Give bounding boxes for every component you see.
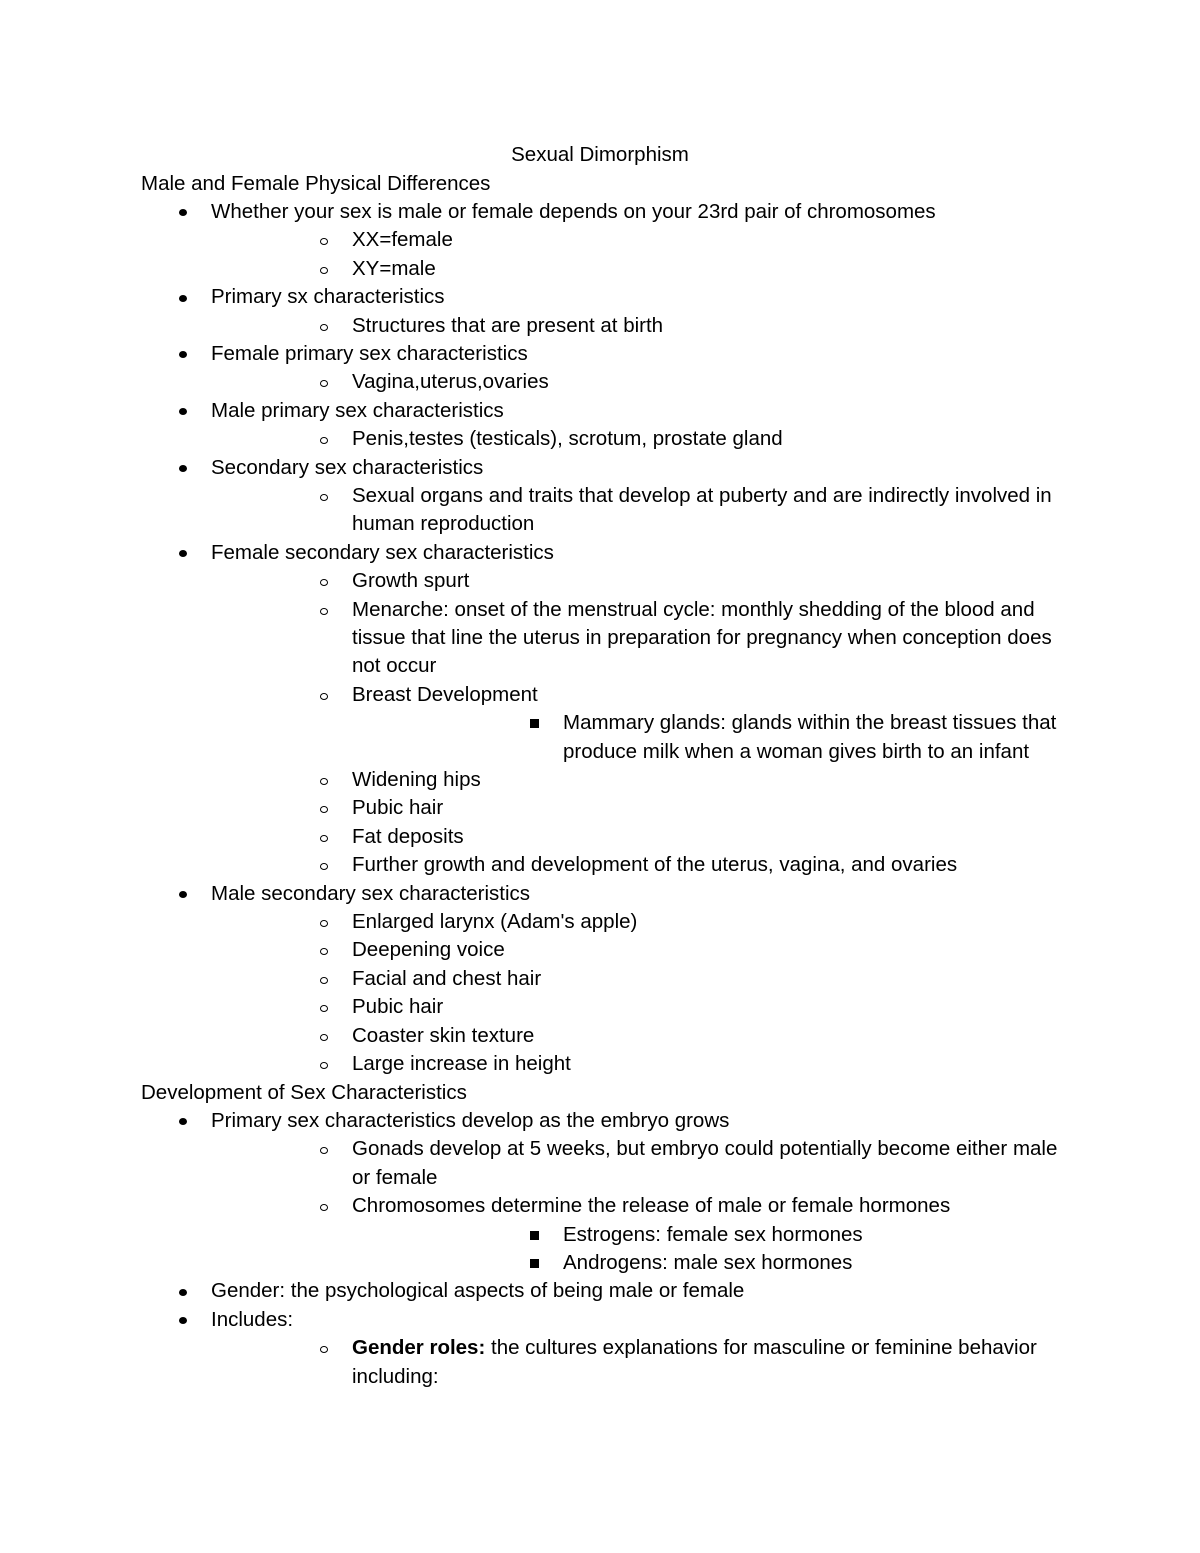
sub-sub-list-item: [352, 1221, 1061, 1249]
list-item-text: Male secondary sex characteristics: [211, 881, 531, 905]
sub-sub-list: [352, 709, 1061, 766]
circle-bullet-icon: [316, 681, 336, 709]
list-item: [141, 1277, 1061, 1305]
disc-bullet-icon: [175, 1107, 195, 1135]
sub-list-item-text: Sexual organs and traits that develop at puberty and are indirectly involved in human reproduction: [352, 483, 1052, 536]
bullet-list: [141, 198, 1061, 1079]
sub-list-item: [211, 965, 1061, 993]
disc-bullet-icon: [175, 454, 195, 482]
sub-list-item-text: Menarche: onset of the menstrual cycle: monthly shedding of the blood and tissue that line the uterus in preparation for pregnancy when conception does not occur: [352, 597, 1052, 678]
circle-bullet-icon: [316, 255, 336, 283]
circle-bullet-icon: [316, 993, 336, 1021]
sub-list-item: [211, 1192, 1061, 1277]
list-item-text: Primary sx characteristics: [211, 285, 445, 309]
sub-sub-list: [352, 1221, 1061, 1278]
disc-bullet-icon: [175, 1277, 195, 1305]
sub-list-item: [211, 1022, 1061, 1050]
circle-bullet-icon: [316, 1050, 336, 1078]
sub-list-item-text: Coaster skin texture: [352, 1023, 535, 1047]
disc-bullet-icon: [175, 397, 195, 425]
sub-list-item: [211, 255, 1061, 283]
sub-list-item: [211, 1334, 1061, 1391]
sub-list: [211, 368, 1061, 396]
circle-bullet-icon: [316, 794, 336, 822]
sub-list-item: [211, 766, 1061, 794]
sub-sub-list-item-text: Mammary glands: glands within the breast tissues that produce milk when a woman gives birth to an infant: [563, 711, 1057, 763]
list-item-text: Gender: the psychological aspects of being male or female: [211, 1279, 745, 1303]
sub-list-item: [211, 567, 1061, 595]
list-item: [141, 539, 1061, 880]
sub-list: [211, 425, 1061, 453]
list-item: [141, 880, 1061, 1079]
circle-bullet-icon: [316, 908, 336, 936]
circle-bullet-icon: [316, 425, 336, 453]
sub-list: [211, 312, 1061, 340]
sub-list-item: [211, 851, 1061, 879]
circle-bullet-icon: [316, 1192, 336, 1220]
sub-list-item-text: Growth spurt: [352, 569, 470, 593]
circle-bullet-icon: [316, 567, 336, 595]
disc-bullet-icon: [175, 283, 195, 311]
sub-list-item-text: Fat deposits: [352, 824, 464, 848]
square-bullet-icon: [527, 1221, 547, 1249]
sub-list-item: [211, 993, 1061, 1021]
disc-bullet-icon: [175, 880, 195, 908]
list-item-text: Primary sex characteristics develop as the embryo grows: [211, 1108, 730, 1132]
sub-list-item-text: Breast Development: [352, 682, 538, 706]
document-body: [141, 170, 1061, 1391]
disc-bullet-icon: [175, 1306, 195, 1334]
term-definition: the cultures explanations for masculine or feminine behavior including:: [352, 1336, 1037, 1388]
circle-bullet-icon: [316, 596, 336, 624]
circle-bullet-icon: [316, 936, 336, 964]
list-item: [141, 1306, 1061, 1391]
sub-sub-list-item: [352, 1249, 1061, 1277]
circle-bullet-icon: [316, 1022, 336, 1050]
sub-list-item: [211, 1050, 1061, 1078]
circle-bullet-icon: [316, 482, 336, 510]
disc-bullet-icon: [175, 539, 195, 567]
sub-list-item-text: Gonads develop at 5 weeks, but embryo could potentially become either male or female: [352, 1137, 1058, 1189]
list-item-text: Female secondary sex characteristics: [211, 540, 554, 564]
sub-list-item: [211, 226, 1061, 254]
sub-list-item: [211, 908, 1061, 936]
sub-list: [211, 567, 1061, 879]
circle-bullet-icon: [316, 766, 336, 794]
sub-list-item: [211, 425, 1061, 453]
list-item-text: Female primary sex characteristics: [211, 341, 528, 365]
list-item: [141, 454, 1061, 539]
list-item-text: Secondary sex characteristics: [211, 455, 484, 479]
sub-list-item: [211, 794, 1061, 822]
list-item-text: Whether your sex is male or female depends on your 23rd pair of chromosomes: [211, 199, 936, 223]
sub-list-item-text: Penis,testes (testicals), scrotum, prostate gland: [352, 427, 783, 451]
circle-bullet-icon: [316, 312, 336, 340]
sub-list: [211, 226, 1061, 283]
sub-list-item-text: Large increase in height: [352, 1052, 571, 1076]
sub-list-item-text: Chromosomes determine the release of male or female hormones: [352, 1194, 951, 1218]
sub-list-item-text: Structures that are present at birth: [352, 313, 664, 337]
sub-list-item-text: [352, 1334, 1061, 1391]
sub-list-item-text: Deepening voice: [352, 938, 505, 962]
sub-list-item: [211, 936, 1061, 964]
square-bullet-icon: [527, 709, 547, 737]
list-item-text: Includes:: [211, 1307, 294, 1331]
sub-list-item-text: Widening hips: [352, 768, 481, 792]
section-heading: Male and Female Physical Differences: [141, 171, 491, 195]
list-item: [141, 283, 1061, 340]
sub-list-item-text: Vagina,uterus,ovaries: [352, 370, 549, 394]
sub-sub-list-item-text: Estrogens: female sex hormones: [563, 1222, 863, 1246]
list-item: [141, 397, 1061, 454]
disc-bullet-icon: [175, 198, 195, 226]
sub-list-item-text: XY=male: [352, 256, 436, 280]
document-title: Sexual Dimorphism: [511, 143, 689, 166]
list-item: [141, 340, 1061, 397]
sub-list: [211, 1334, 1061, 1391]
circle-bullet-icon: [316, 851, 336, 879]
sub-list-item-text: Pubic hair: [352, 995, 444, 1019]
sub-list-item-text: Pubic hair: [352, 796, 444, 820]
sub-list-item: [211, 1135, 1061, 1192]
sub-list-item-text: Facial and chest hair: [352, 966, 542, 990]
circle-bullet-icon: [316, 965, 336, 993]
circle-bullet-icon: [316, 368, 336, 396]
sub-list-item: [211, 681, 1061, 766]
sub-sub-list-item-text: Androgens: male sex hormones: [563, 1250, 853, 1274]
list-item: [141, 1107, 1061, 1277]
sub-list: [211, 482, 1061, 539]
square-bullet-icon: [527, 1249, 547, 1277]
sub-list: [211, 1135, 1061, 1277]
disc-bullet-icon: [175, 340, 195, 368]
bullet-list: [141, 1107, 1061, 1391]
sub-list-item-text: Further growth and development of the uterus, vagina, and ovaries: [352, 853, 958, 877]
list-item-text: Male primary sex characteristics: [211, 398, 504, 422]
sub-list-item: [211, 482, 1061, 539]
sub-list-item: [211, 368, 1061, 396]
circle-bullet-icon: [316, 226, 336, 254]
sub-list-item: [211, 312, 1061, 340]
sub-list: [211, 908, 1061, 1078]
sub-list-item: [211, 823, 1061, 851]
section-heading: Development of Sex Characteristics: [141, 1080, 467, 1104]
sub-sub-list-item: [352, 709, 1061, 766]
bold-term: Gender roles:: [352, 1336, 486, 1360]
sub-list-item: [211, 596, 1061, 681]
circle-bullet-icon: [316, 823, 336, 851]
sub-list-item-text: XX=female: [352, 228, 453, 252]
circle-bullet-icon: [316, 1135, 336, 1163]
sub-list-item-text: Enlarged larynx (Adam's apple): [352, 910, 638, 934]
circle-bullet-icon: [316, 1334, 336, 1362]
list-item: [141, 198, 1061, 283]
